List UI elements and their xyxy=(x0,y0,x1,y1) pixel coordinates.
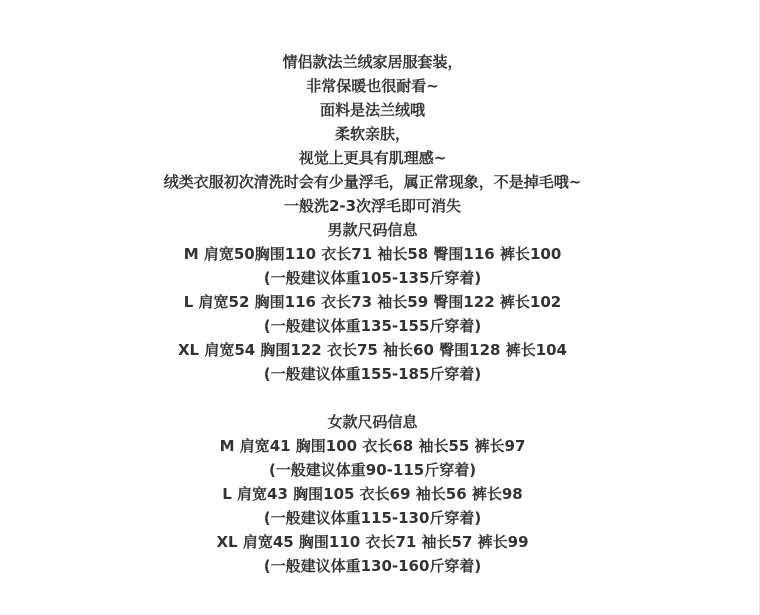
women-size-l: L 肩宽43 胸围105 衣长69 袖长56 裤长98 xyxy=(222,485,523,503)
women-weight-m: (一般建议体重90-115斤穿着) xyxy=(268,461,477,479)
women-weight-l: (一般建议体重115-130斤穿着) xyxy=(263,509,482,527)
men-size-m: M 肩宽50胸围110 衣长71 袖长58 臀围116 裤长100 xyxy=(183,245,562,263)
intro-line-washing-result: 一般洗2-3次浮毛即可消失 xyxy=(283,197,462,215)
women-weight-xl: (一般建议体重130-160斤穿着) xyxy=(263,557,482,575)
intro-line-warmth: 非常保暖也很耐看~ xyxy=(306,77,439,95)
women-size-xl: XL 肩宽45 胸围110 衣长71 袖长57 裤长99 xyxy=(216,533,529,551)
intro-line-fabric: 面料是法兰绒哦 xyxy=(319,101,425,119)
intro-line-washing-note: 绒类衣服初次清洗时会有少量浮毛，属正常现象，不是掉毛哦~ xyxy=(163,173,582,191)
intro-line-product: 情侣款法兰绒家居服套装， xyxy=(282,53,463,71)
men-weight-m: (一般建议体重105-135斤穿着) xyxy=(263,269,482,287)
description-text-block xyxy=(0,50,745,578)
men-size-l: L 肩宽52 胸围116 衣长73 袖长59 臀围122 裤长102 xyxy=(183,293,562,311)
women-size-m: M 肩宽41 胸围100 衣长68 袖长55 裤长97 xyxy=(219,437,526,455)
men-size-xl: XL 肩宽54 胸围122 衣长75 袖长60 臀围128 裤长104 xyxy=(177,341,567,359)
section-spacer xyxy=(0,386,745,410)
men-weight-xl: (一般建议体重155-185斤穿着) xyxy=(263,365,482,383)
intro-line-soft: 柔软亲肤， xyxy=(334,125,410,143)
men-size-title: 男款尺码信息 xyxy=(327,221,418,239)
intro-line-texture: 视觉上更具有肌理感~ xyxy=(298,149,447,167)
women-size-title: 女款尺码信息 xyxy=(327,413,418,431)
men-weight-l: (一般建议体重135-155斤穿着) xyxy=(263,317,482,335)
